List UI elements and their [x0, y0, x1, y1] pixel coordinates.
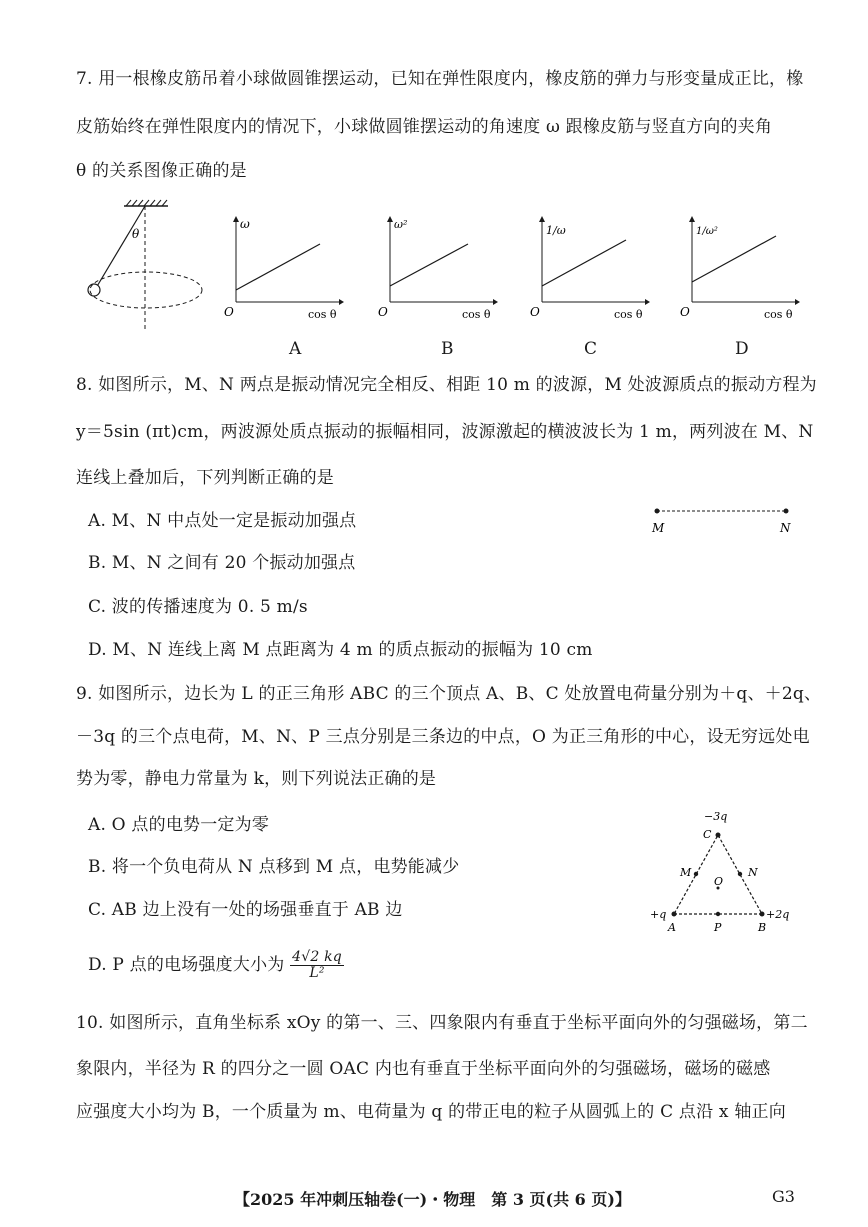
footer-title: 【2025 年冲刺压轴卷(一)・物理 第 3 页(共 6 页)】 [234, 1190, 631, 1209]
q9-option-c: C. AB 边上没有一处的场强垂直于 AB 边 [88, 900, 403, 920]
theta-label: θ [132, 227, 140, 241]
label-o: O [714, 875, 724, 888]
label-a-charge: +q [650, 908, 667, 921]
label-p: P [714, 921, 722, 934]
graph-c [530, 208, 650, 328]
q9-option-d [88, 950, 344, 981]
graph-a-xlabel: cos θ [308, 308, 337, 321]
q9-option-b: B. 将一个负电荷从 N 点移到 M 点，电势能减少 [88, 857, 460, 877]
footer-code: G3 [772, 1187, 795, 1206]
label-a: A [668, 921, 676, 934]
label-n: N [748, 866, 758, 879]
q9-triangle-figure [646, 808, 796, 936]
graph-b-ylabel: ω² [394, 218, 408, 231]
q9-line2: －3q 的三个点电荷，M、N、P 三点分别是三条边的中点，O 为正三角形的中心，设无穷远处电 [76, 727, 810, 747]
q8-label-m: M [652, 521, 665, 535]
q8-option-c: C. 波的传播速度为 0. 5 m/s [88, 597, 308, 617]
q8-sources-figure [646, 502, 796, 536]
graph-c-xlabel: cos θ [614, 308, 643, 321]
label-b-charge: +2q [766, 908, 790, 921]
fraction-denominator: L² [309, 965, 325, 981]
q10-line3: 应强度大小均为 B，一个质量为 m、电荷量为 q 的带正电的粒子从圆弧上的 C 点沿 x 轴正向 [76, 1102, 786, 1122]
q9-option-d-fraction [290, 950, 344, 981]
q8-option-a: A. M、N 中点处一定是振动加强点 [88, 511, 357, 531]
label-b: B [758, 921, 767, 934]
label-c-charge: −3q [704, 810, 728, 823]
label-m: M [680, 866, 692, 879]
option-c-label: C [584, 339, 598, 359]
graph-b [378, 208, 498, 328]
graph-d-origin: O [680, 305, 690, 319]
fraction-numerator: 4√2 kq [292, 949, 342, 965]
graph-d-xlabel: cos θ [764, 308, 793, 321]
graph-a [224, 208, 344, 328]
q7-line3: θ 的关系图像正确的是 [76, 161, 247, 181]
q7-line2: 皮筋始终在弹性限度内的情况下，小球做圆锥摆运动的角速度 ω 跟橡皮筋与竖直方向的夹角 [76, 117, 773, 137]
graph-b-origin: O [378, 305, 388, 319]
label-c: C [703, 828, 712, 841]
graph-c-origin: O [530, 305, 540, 319]
option-a-label: A [289, 339, 302, 359]
q8-line2: y＝5sin (πt)cm，两波源处质点振动的振幅相同，波源激起的横波波长为 1 m，两列波在 M、N [76, 422, 814, 442]
q8-option-d: D. M、N 连线上离 M 点距离为 4 m 的质点振动的振幅为 10 cm [88, 640, 593, 660]
q9-line1: 9. 如图所示，边长为 L 的正三角形 ABC 的三个顶点 A、B、C 处放置电荷量分别为＋q、＋2q、 [76, 684, 822, 704]
q9-option-a: A. O 点的电势一定为零 [88, 815, 270, 835]
q8-line3: 连线上叠加后，下列判断正确的是 [76, 468, 334, 488]
graph-b-xlabel: cos θ [462, 308, 491, 321]
q9-line3: 势为零，静电力常量为 k，则下列说法正确的是 [76, 769, 437, 789]
q8-option-b: B. M、N 之间有 20 个振动加强点 [88, 553, 356, 573]
q7-line1: 7. 用一根橡皮筋吊着小球做圆锥摆运动，已知在弹性限度内，橡皮筋的弹力与形变量成正比，橡 [76, 69, 804, 89]
q9-option-d-text: D. P 点的电场强度大小为 [88, 955, 285, 975]
q10-line2: 象限内，半径为 R 的四分之一圆 OAC 内也有垂直于坐标平面向外的匀强磁场，磁场的磁感 [76, 1059, 771, 1079]
graph-d [680, 208, 804, 328]
option-d-label: D [735, 339, 749, 359]
graph-c-ylabel: 1/ω [546, 224, 566, 237]
conical-pendulum-figure [76, 196, 216, 336]
q8-label-n: N [780, 521, 791, 535]
graph-a-origin: O [224, 305, 234, 319]
graph-d-ylabel: 1/ω² [696, 226, 718, 237]
q10-line1: 10. 如图所示，直角坐标系 xOy 的第一、三、四象限内有垂直于坐标平面向外的匀强磁场，第二 [76, 1013, 808, 1033]
graph-a-ylabel: ω [240, 217, 250, 231]
option-b-label: B [441, 339, 454, 359]
q8-line1: 8. 如图所示，M、N 两点是振动情况完全相反、相距 10 m 的波源，M 处波源质点的振动方程为 [76, 375, 817, 395]
